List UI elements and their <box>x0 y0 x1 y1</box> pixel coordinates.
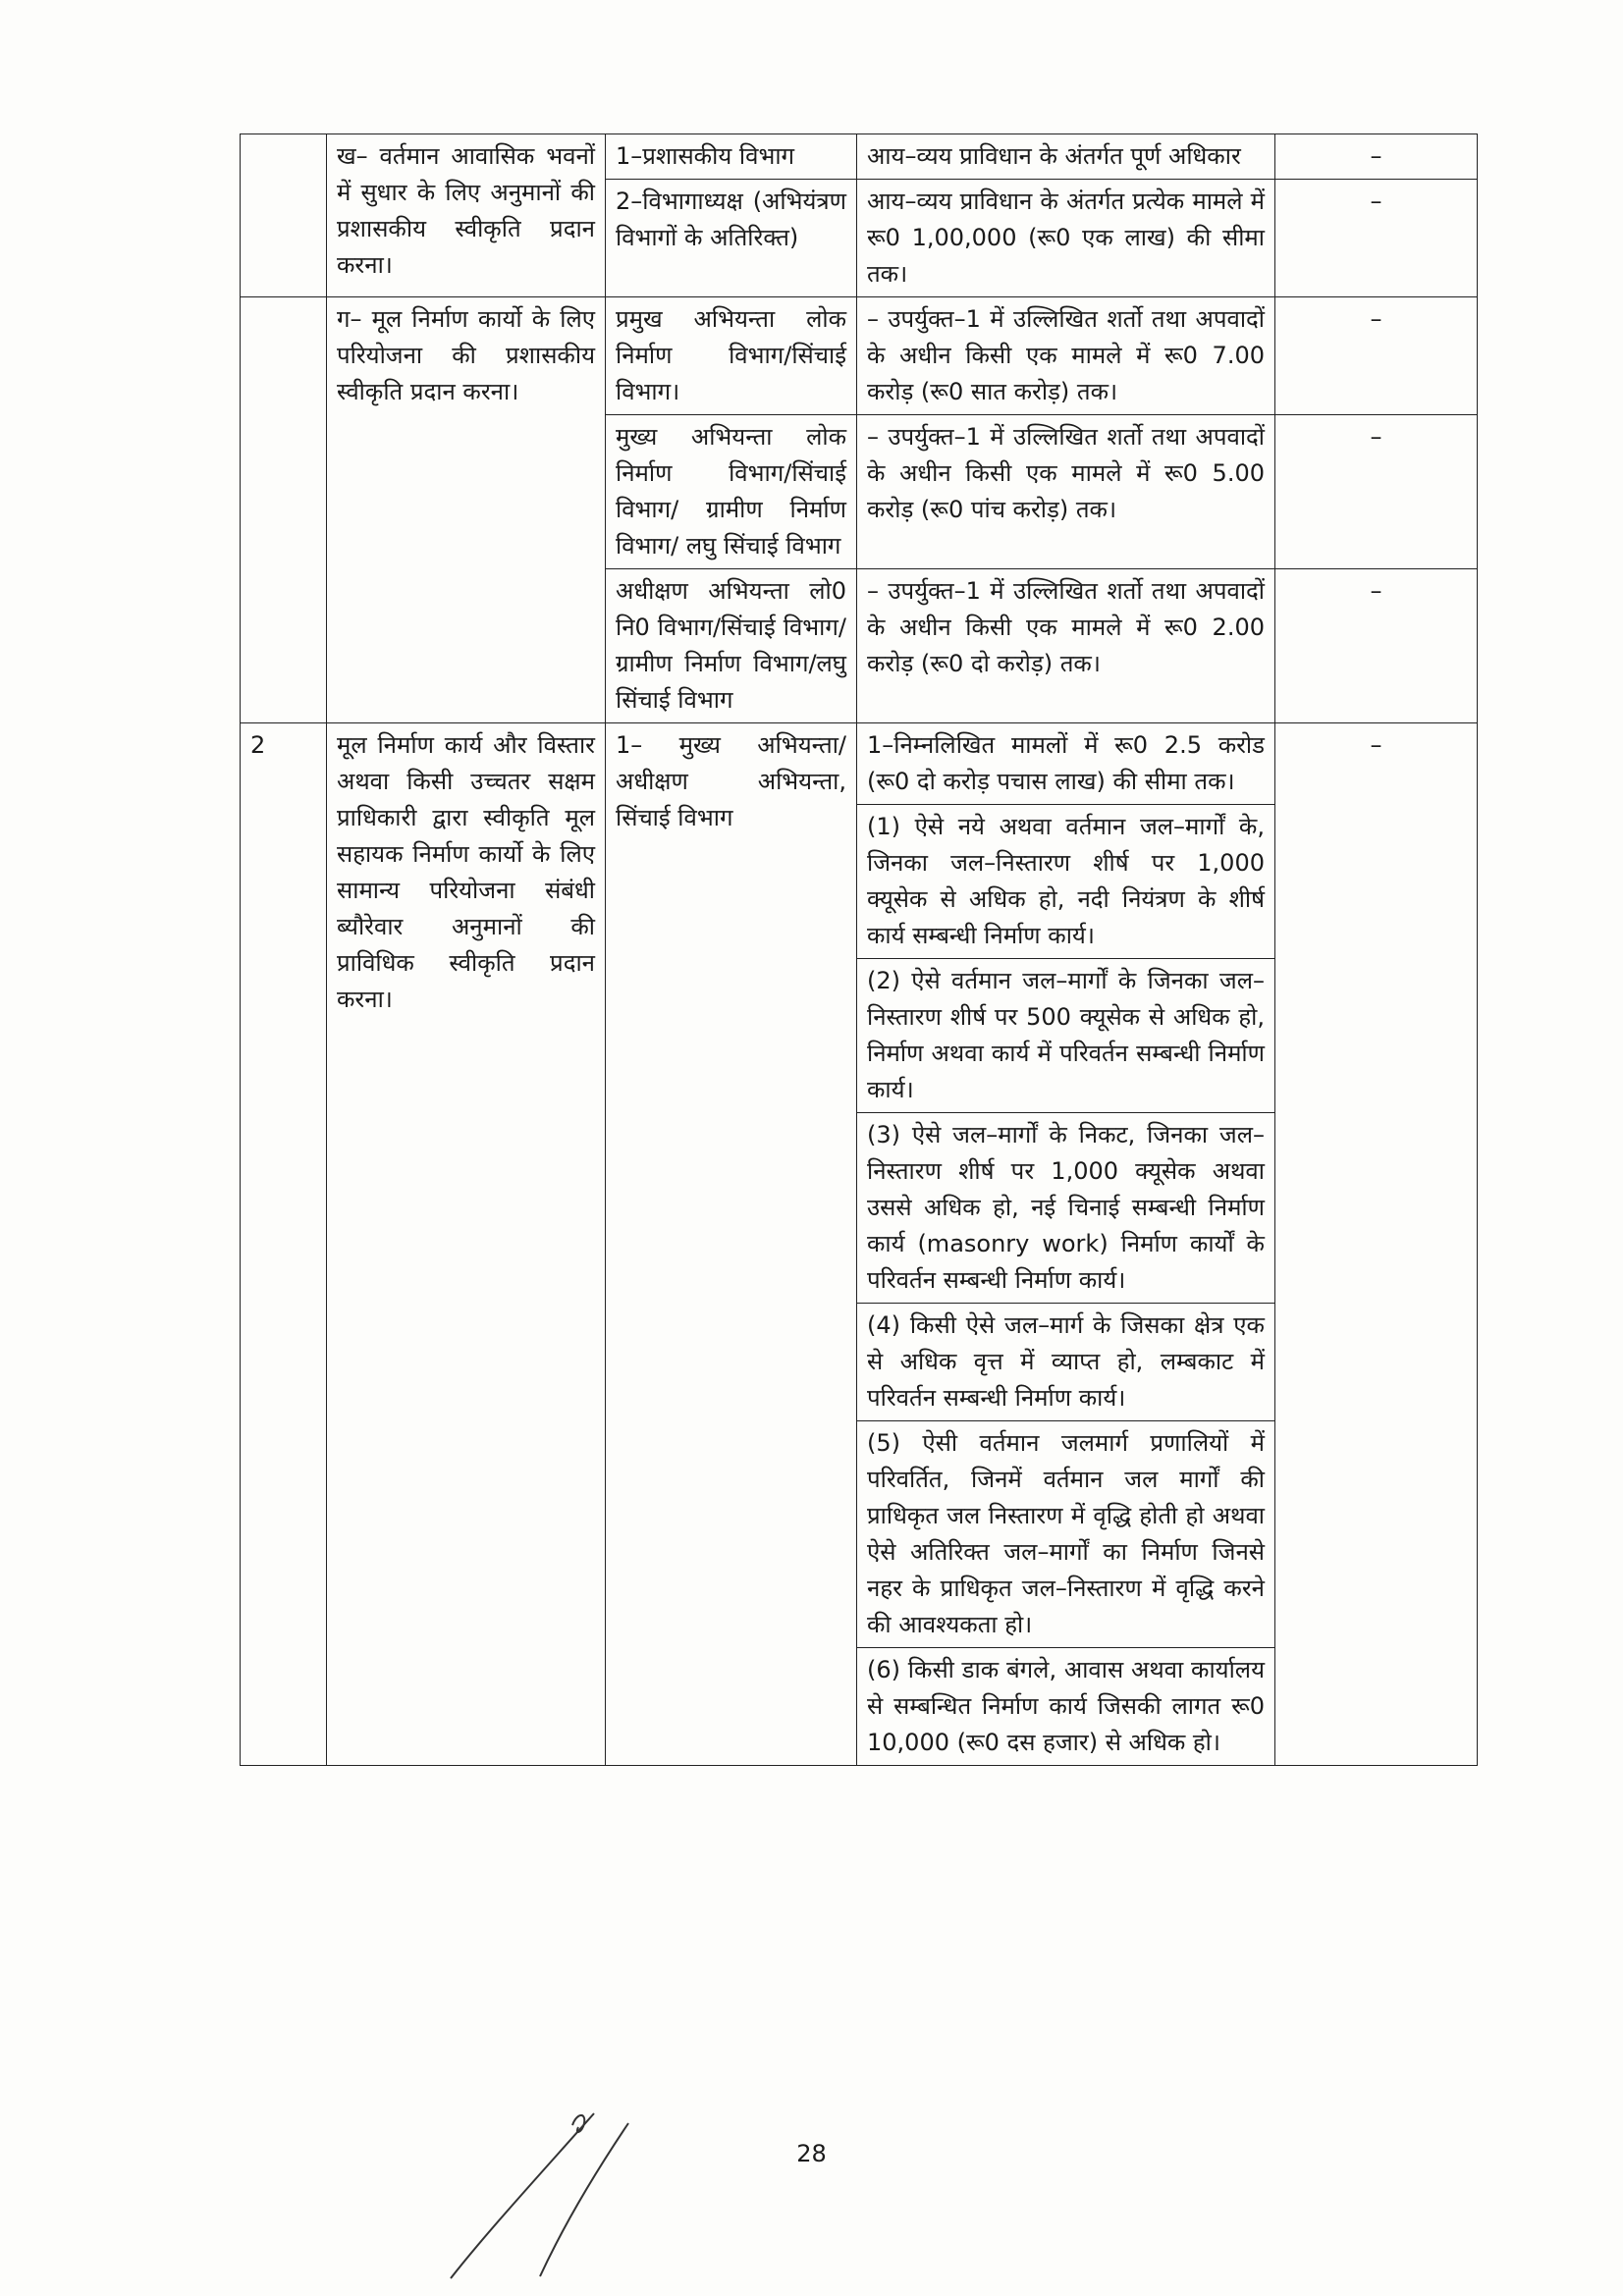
signature-mark <box>447 2106 643 2282</box>
limit-cell: (5) ऐसी वर्तमान जलमार्ग प्रणालियों में परिवर्तित, जिनमें वर्तमान जल मार्गों की प्राधिकृत जल निस्तारण में वृद्धि होती हो अथवा ऐसे अतिरिक्त जल–मार्गों का निर्माण जिनसे नहर के प्राधिकृत जल–निस्तारण में वृद्धि करने की आवश्यकता हो। <box>857 1421 1275 1648</box>
serial-cell <box>241 134 327 297</box>
remark-cell: – <box>1275 297 1478 415</box>
authority-cell: 1–प्रशासकीय विभाग <box>606 134 857 180</box>
remark-cell: – <box>1275 569 1478 723</box>
remark-cell: – <box>1275 180 1478 297</box>
page-number: 28 <box>796 2140 827 2167</box>
authority-cell: 1– मुख्य अभियन्ता/ अधीक्षण अभियन्ता, सिंचाई विभाग <box>606 723 857 1766</box>
task-cell: ग– मूल निर्माण कार्यो के लिए परियोजना की प्रशासकीय स्वीकृति प्रदान करना। <box>327 297 606 723</box>
limit-cell: (1) ऐसे नये अथवा वर्तमान जल–मार्गों के, जिनका जल–निस्तारण शीर्ष पर 1,000 क्यूसेक से अधिक हो, नदी नियंत्रण के शीर्ष कार्य सम्बन्धी निर्माण कार्य। <box>857 805 1275 959</box>
remark-cell: – <box>1275 134 1478 180</box>
table-row <box>241 723 1478 805</box>
task-cell: ख– वर्तमान आवासिक भवनों में सुधार के लिए अनुमानों की प्रशासकीय स्वीकृति प्रदान करना। <box>327 134 606 297</box>
serial-cell: 2 <box>241 723 327 1766</box>
delegation-table <box>240 133 1478 1766</box>
authority-cell: प्रमुख अभियन्ता लोक निर्माण विभाग/सिंचाई विभाग। <box>606 297 857 415</box>
limit-cell: – उपर्युक्त–1 में उल्लिखित शर्तो तथा अपवादों के अधीन किसी एक मामले में रू0 5.00 करोड़ (रू0 पांच करोड़) तक। <box>857 415 1275 569</box>
limit-cell: आय–व्यय प्राविधान के अंतर्गत प्रत्येक मामले में रू0 1,00,000 (रू0 एक लाख) की सीमा तक। <box>857 180 1275 297</box>
serial-cell <box>241 297 327 723</box>
limit-cell: – उपर्युक्त–1 में उल्लिखित शर्तो तथा अपवादों के अधीन किसी एक मामले में रू0 2.00 करोड़ (रू0 दो करोड़) तक। <box>857 569 1275 723</box>
table-row <box>241 297 1478 415</box>
limit-cell: (3) ऐसे जल–मार्गों के निकट, जिनका जल–निस्तारण शीर्ष पर 1,000 क्यूसेक अथवा उससे अधिक हो, नई चिनाई सम्बन्धी निर्माण कार्य (masonry work) निर्माण कार्यों के परिवर्तन सम्बन्धी निर्माण कार्य। <box>857 1113 1275 1304</box>
limit-cell: (4) किसी ऐसे जल–मार्ग के जिसका क्षेत्र एक से अधिक वृत्त में व्याप्त हो, लम्बकाट में परिवर्तन सम्बन्धी निर्माण कार्य। <box>857 1304 1275 1421</box>
limit-cell: (2) ऐसे वर्तमान जल–मार्गों के जिनका जल–निस्तारण शीर्ष पर 500 क्यूसेक से अधिक हो, निर्माण अथवा कार्य में परिवर्तन सम्बन्धी निर्माण कार्य। <box>857 959 1275 1113</box>
authority-cell: अधीक्षण अभियन्ता लो0 नि0 विभाग/सिंचाई विभाग/ ग्रामीण निर्माण विभाग/लघु सिंचाई विभाग <box>606 569 857 723</box>
authority-cell: मुख्य अभियन्ता लोक निर्माण विभाग/सिंचाई विभाग/ ग्रामीण निर्माण विभाग/ लघु सिंचाई विभाग <box>606 415 857 569</box>
limit-cell: – उपर्युक्त–1 में उल्लिखित शर्तो तथा अपवादों के अधीन किसी एक मामले में रू0 7.00 करोड़ (रू0 सात करोड़) तक। <box>857 297 1275 415</box>
remark-cell: – <box>1275 415 1478 569</box>
limit-cell: (6) किसी डाक बंगले, आवास अथवा कार्यालय से सम्बन्धित निर्माण कार्य जिसकी लागत रू0 10,000 (रू0 दस हजार) से अधिक हो। <box>857 1648 1275 1766</box>
limit-cell: 1–निम्नलिखित मामलों में रू0 2.5 करोड (रू0 दो करोड़ पचास लाख) की सीमा तक। <box>857 723 1275 805</box>
limit-cell: आय–व्यय प्राविधान के अंतर्गत पूर्ण अधिकार <box>857 134 1275 180</box>
authority-cell: 2–विभागाध्यक्ष (अभियंत्रण विभागों के अतिरिक्त) <box>606 180 857 297</box>
task-cell: मूल निर्माण कार्य और विस्तार अथवा किसी उच्चतर सक्षम प्राधिकारी द्वारा स्वीकृति मूल सहायक निर्माण कार्यो के लिए सामान्य परियोजना संबंधी ब्यौरेवार अनुमानों की प्राविधिक स्वीकृति प्रदान करना। <box>327 723 606 1766</box>
remark-cell: – <box>1275 723 1478 1766</box>
table-row <box>241 134 1478 180</box>
